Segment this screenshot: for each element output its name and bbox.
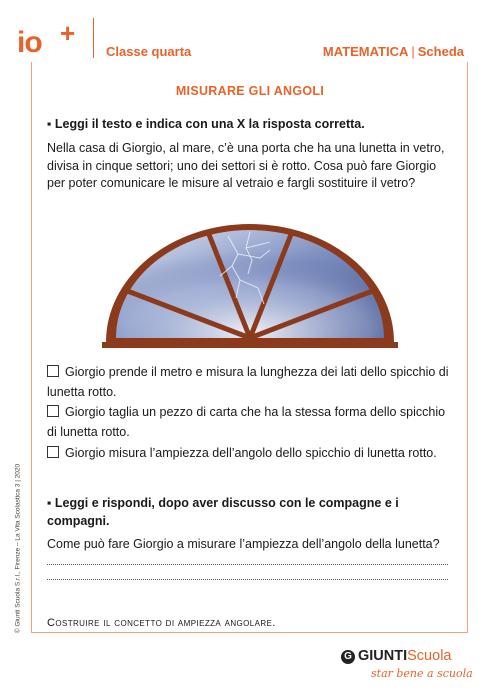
logo-plus: +	[60, 18, 76, 48]
question2-heading: ▪ Leggi e rispondi, dopo aver discusso con le compagne e i compagni.	[47, 496, 399, 528]
header-divider	[93, 18, 94, 58]
question1-paragraph: Nella casa di Giorgio, al mare, c’è una porta che ha una lunetta in vetro, divisa in cinque settori; uno dei settori si è rotto. Cosa può fare Giorgio per poter comunicare le misure al vetraio e fargli sostituire il vetro?	[47, 141, 445, 190]
grade-label: Classe quarta	[106, 44, 192, 59]
option-1-label: Giorgio prende il metro e misura la lunghezza dei lati dello spicchio di lunetta rotto.	[47, 365, 449, 399]
option-1-checkbox[interactable]	[47, 365, 59, 377]
lunette-window-illustration	[100, 218, 400, 348]
question1-heading: ▪ Leggi il testo e indica con una X la risposta corretta.	[47, 117, 365, 131]
logo-text: io	[17, 26, 42, 59]
brand-name-bold: GIUNTI	[358, 648, 408, 664]
subject-label	[323, 44, 464, 59]
question2-text: Come può fare Giorgio a misurare l’ampiezza dell’angolo della lunetta?	[47, 537, 440, 551]
giunti-scuola-logo	[341, 648, 451, 664]
option-2	[47, 402, 457, 442]
brand-tagline: star bene a scuola	[371, 667, 473, 680]
subject-name: MATEMATICA	[322, 44, 409, 59]
brand-name-light: Scuola	[407, 648, 452, 664]
option-3	[47, 443, 457, 463]
option-1	[47, 362, 457, 402]
option-2-label: Giorgio taglia un pezzo di carta che ha la stessa forma dello spicchio di lunetta rotto.	[47, 405, 446, 439]
sheet-label: Scheda	[417, 44, 464, 59]
footer-note: Costruire il concetto di ampiezza angolare.	[47, 617, 276, 629]
subject-separator: |	[411, 44, 415, 59]
answer-line-1[interactable]	[47, 564, 448, 565]
page-title: MISURARE GLI ANGOLI	[175, 84, 325, 98]
option-2-checkbox[interactable]	[47, 405, 59, 417]
io-plus-logo	[17, 20, 87, 64]
giunti-g-icon: G	[341, 650, 355, 664]
option-3-label: Giorgio misura l’ampiezza dell’angolo dello spicchio di lunetta rotto.	[65, 446, 437, 460]
answer-line-2[interactable]	[47, 579, 448, 580]
copyright-notice: © Giunti Scuola S.r.l., Firenze – La Vita Scolastica 3 | 2020	[14, 463, 22, 634]
option-3-checkbox[interactable]	[47, 446, 59, 458]
